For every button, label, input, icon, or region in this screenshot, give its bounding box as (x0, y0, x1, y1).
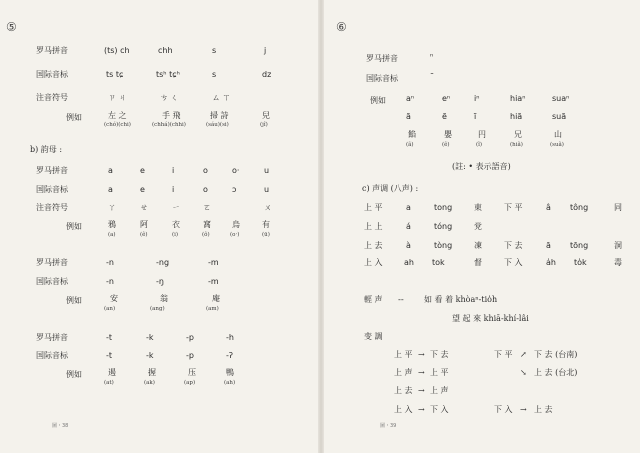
cell-sub: (sáu)(si) (206, 122, 229, 128)
cell-sub: (a) (108, 232, 116, 238)
cell: -ŋ (156, 277, 164, 286)
cell: -t (106, 333, 113, 342)
cell: -m (208, 277, 219, 286)
cell: eⁿ (442, 94, 451, 103)
page-folio: 圖・39 (380, 423, 397, 429)
page-mark: ⑥ (336, 20, 347, 34)
cell: 阿 (140, 220, 148, 229)
cell-sub: (ang) (150, 306, 165, 312)
tone-word: tông (570, 203, 589, 212)
cell: i (172, 166, 175, 175)
cell: ˜ (430, 72, 434, 81)
tone-roman: ah (404, 258, 414, 267)
cell: chh (158, 46, 173, 55)
light-tone-mark: -- (398, 295, 404, 304)
cell: hiã (510, 112, 523, 121)
cell: 握 (148, 368, 156, 377)
row-label-roman: 罗马拼音 (36, 166, 68, 175)
cell: -k (146, 333, 154, 342)
cell: o (203, 185, 208, 194)
cell: ㄨ (264, 203, 272, 212)
tone-word: tōng (570, 241, 589, 250)
cell: u (264, 166, 270, 175)
cell: ㄧ (172, 203, 180, 212)
arrow-icon: → (418, 405, 425, 414)
tone-word: to̍k (574, 258, 587, 267)
cell: -k (146, 351, 154, 360)
cell: 兄 (514, 130, 522, 139)
arrow-icon: ↘ (520, 368, 527, 377)
page-folio: 圖・38 (52, 423, 69, 429)
row-label-ipa: 国际音标 (36, 185, 68, 194)
tone-label: 上 去 (364, 241, 383, 250)
sandhi-to: 上 去 (534, 405, 553, 414)
cell: 円 (478, 130, 486, 139)
light-tone-example: 望 起 來 khiā-khí-lâi (452, 314, 529, 323)
cell: ㄘ ㄑ (160, 93, 179, 102)
cell: ⁿ (430, 52, 434, 61)
cell-sub: (an) (104, 306, 116, 312)
cell: a (108, 166, 113, 175)
cell: 有 (262, 220, 270, 229)
cell: ㄚ (108, 203, 116, 212)
page-mark: ⑤ (6, 20, 17, 34)
cell: 餡 (408, 130, 416, 139)
cell: suaⁿ (552, 94, 570, 103)
tone-label: 上 入 (364, 258, 383, 267)
arrow-icon: ↗ (520, 350, 527, 359)
cell: 掃 詩 (210, 111, 229, 120)
sandhi-from: 上 平 (394, 350, 413, 359)
cell: 山 (554, 130, 562, 139)
tone-label: 下 入 (504, 258, 523, 267)
cell: 衣 (172, 220, 180, 229)
cell: 左 之 (108, 111, 127, 120)
tone-word: tóng (434, 222, 453, 231)
tone-roman: a (406, 203, 411, 212)
cell: -n (106, 277, 114, 286)
cell: j (264, 46, 267, 55)
sandhi-to: 上 去 (台北) (534, 368, 578, 377)
arrow-icon: → (418, 368, 425, 377)
cell-sub: (jî) (260, 122, 268, 128)
sandhi-to: 上 平 (430, 368, 449, 377)
cell-sub: (ê) (140, 232, 148, 238)
arrow-icon: → (418, 386, 425, 395)
sandhi-from: 下 平 (494, 350, 513, 359)
cell: o· (232, 166, 240, 175)
sandhi-from: 下 入 (494, 405, 513, 414)
tone-label: 上 平 (364, 203, 383, 212)
cell: e (140, 166, 145, 175)
row-label-roman: 罗马拼音 (36, 333, 68, 342)
row-label-ipa: 国际音标 (366, 74, 398, 83)
cell: ㄝ (140, 203, 148, 212)
tone-label: 上 上 (364, 222, 383, 231)
row-label-example: 例如 (66, 113, 82, 122)
cell-sub: (suã) (550, 142, 564, 148)
cell: 兒 (262, 111, 270, 120)
cell: -p (186, 333, 194, 342)
tone-char: 党 (474, 222, 482, 231)
cell-sub: (ak) (144, 380, 155, 386)
tone-word: tòng (434, 241, 453, 250)
cell: 烏 (232, 220, 240, 229)
cell: i (172, 185, 175, 194)
row-label-ipa: 国际音标 (36, 70, 68, 79)
sandhi-to: 上 声 (430, 386, 449, 395)
cell: (ts) ch (104, 46, 130, 55)
cell-sub: (chhá)(chhi) (152, 122, 186, 128)
cell: 鴉 (108, 220, 116, 229)
tone-roman: á (406, 222, 411, 231)
cell: ts tɕ (106, 70, 124, 79)
cell: dz (262, 70, 272, 79)
cell: tsʰ tɕʰ (156, 70, 180, 79)
cell: o (203, 166, 208, 175)
cell: 鴨 (226, 368, 234, 377)
tone-char: 督 (474, 258, 482, 267)
row-label-zhuyin: 注音符号 (36, 203, 68, 212)
cell-sub: (at) (104, 380, 114, 386)
tone-char: 同 (614, 203, 622, 212)
arrow-icon: → (418, 350, 425, 359)
sandhi-from: 上 去 (394, 386, 413, 395)
cell: a (108, 185, 113, 194)
tone-char: 凍 (474, 241, 482, 250)
row-label-roman: 罗马拼音 (366, 54, 398, 63)
tone-roman: ā (546, 241, 551, 250)
cell: iⁿ (474, 94, 480, 103)
row-label-example: 例如 (66, 222, 82, 231)
cell: -ʔ (226, 351, 233, 360)
cell: 嬰 (444, 130, 452, 139)
cell: hiaⁿ (510, 94, 526, 103)
tone-label: 下 平 (504, 203, 523, 212)
cell: 手 飛 (162, 111, 181, 120)
row-label-roman: 罗马拼音 (36, 258, 68, 267)
cell: 庵 (212, 294, 220, 303)
cell-sub: (ah) (224, 380, 236, 386)
tone-word: tong (434, 203, 453, 212)
cell: s (212, 46, 217, 55)
tone-char: 毒 (614, 258, 622, 267)
cell-sub: (ã) (406, 142, 414, 148)
cell: s (212, 70, 217, 79)
cell: aⁿ (406, 94, 415, 103)
cell: 遏 (108, 368, 116, 377)
cell: -t (106, 351, 113, 360)
tone-roman: à (406, 241, 411, 250)
cell-sub: (ap) (184, 380, 196, 386)
tone-word: tok (432, 258, 445, 267)
left-page (0, 0, 318, 453)
tone-char: 東 (474, 203, 482, 212)
cell: ㄛ (203, 203, 211, 212)
note: (註: • 表示語音) (452, 162, 511, 171)
cell: 安 (110, 294, 118, 303)
cell-sub: (ū) (262, 232, 270, 238)
cell: -h (226, 333, 234, 342)
cell-sub: (hiã) (510, 142, 523, 148)
cell: suã (552, 112, 567, 121)
sandhi-to: 下 入 (430, 405, 449, 414)
light-tone-example: 如 看 着 khòaⁿ-tio̍h (424, 295, 498, 304)
row-label-zhuyin: 注音符号 (36, 93, 68, 102)
cell-sub: (i) (172, 232, 179, 238)
cell: -n (106, 258, 114, 267)
cell: 翁 (160, 294, 168, 303)
sandhi-from: 上 声 (394, 368, 413, 377)
sandhi-to: 下 去 (台南) (534, 350, 578, 359)
row-label-example: 例如 (370, 96, 386, 105)
cell-sub: (o·) (230, 232, 240, 238)
cell: ĩ (474, 112, 477, 121)
cell: ㄗ ㄐ (108, 93, 127, 102)
row-label-example: 例如 (66, 296, 82, 305)
cell: ẽ (442, 112, 447, 121)
section-heading: 变 調 (364, 332, 383, 341)
row-label-ipa: 国际音标 (36, 277, 68, 286)
cell: ㄙ ㄒ (212, 93, 231, 102)
tone-char: 洞 (614, 241, 622, 250)
cell-sub: (am) (206, 306, 219, 312)
cell: 窩 (203, 220, 211, 229)
tone-roman: a̍h (546, 258, 556, 267)
cell: e (140, 185, 145, 194)
row-label-roman: 罗马拼音 (36, 46, 68, 55)
cell: ɔ (232, 185, 237, 194)
cell: u (264, 185, 270, 194)
cell: 压 (188, 368, 196, 377)
cell: -m (208, 258, 219, 267)
sandhi-to: 下 去 (430, 350, 449, 359)
tone-roman: â (546, 203, 551, 212)
cell-sub: (ô) (202, 232, 210, 238)
cell: -ng (156, 258, 170, 267)
cell: ã (406, 112, 411, 121)
right-page (324, 0, 640, 453)
arrow-icon: → (520, 405, 527, 414)
sandhi-from: 上 入 (394, 405, 413, 414)
cell: -p (186, 351, 194, 360)
row-label-ipa: 国际音标 (36, 351, 68, 360)
cell-sub: (ĩ) (476, 142, 483, 148)
row-label-example: 例如 (66, 370, 82, 379)
light-tone-label: 輕 声 (364, 295, 383, 304)
cell-sub: (chó)(chi) (104, 122, 131, 128)
cell-sub: (ẽ) (442, 142, 450, 148)
tone-label: 下 去 (504, 241, 523, 250)
section-heading: b) 韵母 : (30, 145, 63, 154)
section-heading: c) 声调 (八声) : (362, 184, 419, 193)
